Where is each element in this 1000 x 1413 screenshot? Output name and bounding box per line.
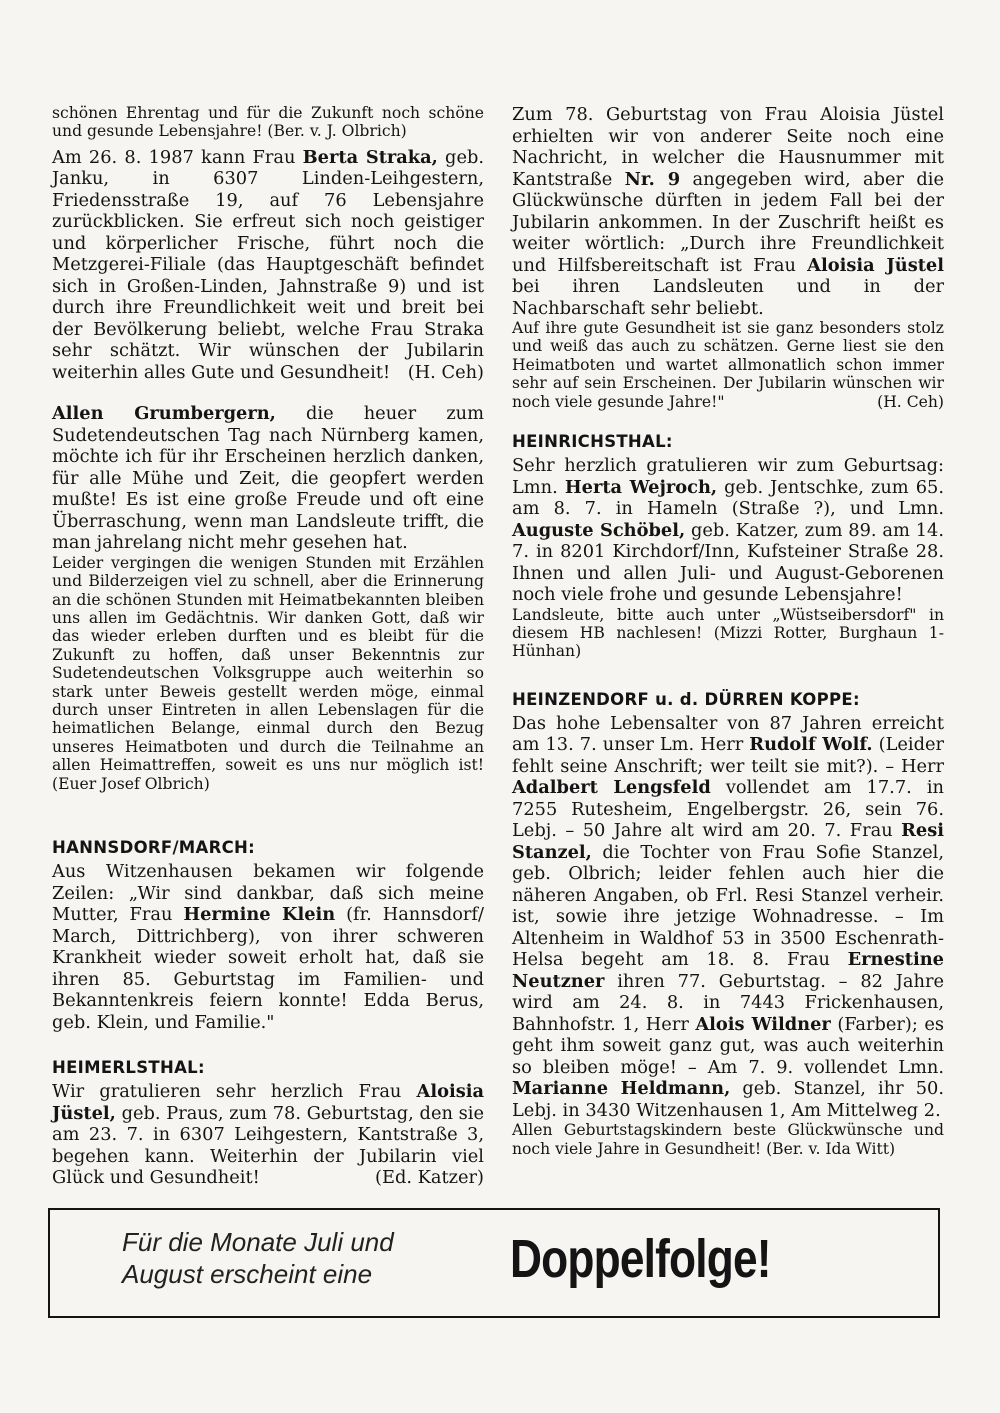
- heinzendorf-notice: Das hohe Lebensalter von 87 Jahren erreicht am 13. 7. unser Lm. Herr Rudolf Wolf. (Leider fehlt seine Anschrift; wer teilt sie mit?). – Herr Adalbert Lengsfeld vollendet am 17.7. in 7255 Rutesheim, Engelbergstr. 26, sein 76. Lebj. – 50 Jahre alt wird am 20. 7. Frau Resi Stanzel, die Tochter von Frau Sofie Stanzel, geb. Olbrich; leider fehlen auch hier die näheren Angaben, ob Frl. Resi Stanzel verheir. ist, sowie ihre jetzige Wohnadresse. – Im Altenheim in Waldhof 53 in 3500 Eschenrath-Helsa begeht am 18. 8. Frau Ernestine Neutzner ihren 77. Geburtstag. – 82 Jahre wird am 24. 8. in 7443 Frickenhausen, Bahnhofstr. 1, Herr Alois Wildner (Farber); es geht ihm soweit ganz gut, was auch weiterhin so bleiben möge! – Am 7. 9. vollendet Lmn. Marianne Heldmann, geb. Stanzel, ihr 50. Lebj. in 3430 Witzenhausen 1, Am Mittelweg 2.: [512, 712, 944, 1121]
- heading-heimerlsthal: HEIMERLSTHAL:: [52, 1058, 205, 1078]
- heinrichsthal-notice: Sehr herzlich gratulieren wir zum Geburtsag: Lmn. Herta Wejroch, geb. Jentschke, zum 65. am 8. 7. in Hameln (Straße ?), und Lmn. Auguste Schöbel, geb. Katzer, zum 89. am 14. 7. in 8201 Kirchdorf/Inn, Kufsteiner Straße 28. Ihnen und allen Juli- und August-Geborenen noch viele frohe und gesunde Lebensjahre!: [512, 455, 944, 606]
- grumbergern-notice: Allen Grumbergern, die heuer zum Sudetendeutschen Tag nach Nürnberg kamen, möchte ich für ihr Erscheinen herzlich danken, für alle Mühe und Zeit, die geopfert werden mußte! Es ist eine große Freude und oft eine Überraschung, wenn man Landsleute trifft, die man jahrelang nicht mehr gesehen hat.: [52, 403, 484, 554]
- heinzendorf-closing: Allen Geburtstagskindern beste Glückwünsche und noch viele Jahre in Gesundheit! (Ber. v. Ida Witt): [512, 1121, 944, 1158]
- grumbergern-continued: Leider vergingen die wenigen Stunden mit Erzählen und Bilderzeigen viel zu schnell, aber die Erinnerung an die schönen Stunden mit Heimatbekannten bleiben uns allen im Gedächtnis. Wir danken Gott, daß wir das wieder erleben durften und es bleibt für die Zukunft zu hoffen, daß unser Bekenntnis zur Sudetendeutschen Volksgruppe auch weiterhin so stark unter Beweis gestellt werden möge, einmal durch unser Eintreten in allen Lebenslagen für die heimatlichen Belange, einmal durch den Bezug unseres Heimatboten und durch die Teilnahme an allen Heimattreffen, soweit es uns nur möglich ist! (Euer Josef Olbrich): [52, 553, 484, 793]
- heading-hannsdorf: HANNSDORF/MARCH:: [52, 838, 256, 858]
- doppelfolge-box-left-text: Für die Monate Juli und August erscheint eine: [122, 1227, 394, 1289]
- juestel-notice: Zum 78. Geburtstag von Frau Aloisia Jüstel erhielten wir von anderer Seite noch eine Nachricht, in welcher die Hausnummer mit Kantstraße Nr. 9 angegeben wird, aber die Glückwünsche dürften in jedem Fall bei der Jubilarin ankommen. In der Zuschrift heißt es weiter wörtlich: „Durch ihre Freundlichkeit und Hilfsbereitschaft ist Frau Aloisia Jüstel bei ihren Landsleuten und in der Nachbarschaft sehr beliebt.: [512, 104, 945, 319]
- left-intro: schönen Ehrentag und für die Zukunft noch schöne und gesunde Lebensjahre! (Ber. v. J. Olbrich): [52, 104, 484, 141]
- juestel-continued: Auf ihre gute Gesundheit ist sie ganz besonders stolz und weiß das auch zu schätzen. Gerne liest sie den Heimatboten und wartet allmonatlich schon immer sehr auf sein Erscheinen. Der Jubilarin wünschen wir noch viele gesunde Jahre!" (H. Ceh): [512, 319, 944, 411]
- doppelfolge-box: [48, 1208, 940, 1318]
- hannsdorf-notice: Aus Witzenhausen bekamen wir folgende Zeilen: „Wir sind dankbar, daß sich meine Mutter, Frau Hermine Klein (fr. Hannsdorf/ March, Dittrichberg), von ihrer schweren Krankheit wieder soweit erholt hat, daß sie ihren 85. Geburtstag im Familien- und Bekanntenkreis feiern konnte! Edda Berus, geb. Klein, und Familie.": [52, 861, 484, 1033]
- heinrichsthal-note: Landsleute, bitte auch unter „Wüstseibersdorf" in diesem HB nachlesen! (Mizzi Rotter, Burghaun 1-Hünhan): [512, 605, 944, 661]
- heading-heinzendorf: HEINZENDORF u. d. DÜRREN KOPPE:: [512, 689, 860, 709]
- berta-straka-notice: Am 26. 8. 1987 kann Frau Berta Straka, geb. Janku, in 6307 Linden-Leihgestern, Friedensstraße 19, auf 76 Lebensjahre zurückblicken. Sie erfreut sich noch geistiger und körperlicher Frische, führt noch die Metzgerei-Filiale (das Hauptgeschäft befindet sich in Großen-Linden, Jahnstraße 9) und ist durch ihre Freundlichkeit weit und breit bei der Bevölkerung beliebt, welche Frau Straka sehr schätzt. Wir wünschen der Jubilarin weiterhin alles Gute und Gesundheit! (H. Ceh): [52, 146, 484, 383]
- heading-heinrichsthal: HEINRICHSTHAL:: [512, 432, 673, 452]
- left-column: [52, 104, 484, 1189]
- heimerlsthal-notice: Wir gratulieren sehr herzlich Frau Aloisia Jüstel, geb. Praus, zum 78. Geburtstag, den sie am 23. 7. in 6307 Leihgestern, Kantstraße 3, begehen kann. Weiterhin der Jubilarin viel Glück und Gesundheit! (Ed. Katzer): [52, 1081, 484, 1189]
- doppelfolge-box-headline: Doppelfolge!: [510, 1229, 771, 1289]
- right-column: [512, 104, 944, 1158]
